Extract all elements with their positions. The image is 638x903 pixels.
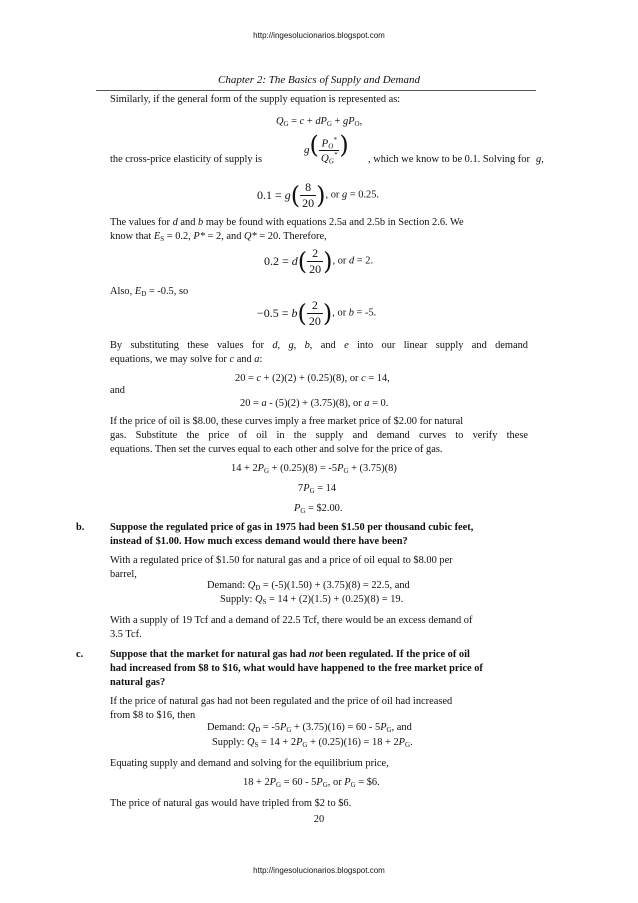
source-url-bottom[interactable]: http://ingesolucionarios.blogspot.com — [253, 866, 385, 875]
fraction-numerator: 8 — [300, 180, 316, 196]
text-line: The price of natural gas would have tripled from $2 to $6. — [110, 798, 352, 809]
text-line: By substituting these values for d, g, b, and e into our linear supply and demand — [110, 340, 528, 351]
fraction-numerator: 2 — [307, 298, 323, 314]
part-c-question: had increased from $8 to $16, what would have happened to the free market price of — [110, 663, 483, 674]
equation-c: 20 = c + (2)(2) + (0.25)(8), or c = 14, — [235, 373, 390, 384]
equation-supply-general: $Q_G = c + dP_G + gP_O$, — [276, 116, 363, 128]
equation-set-equal: $14 + 2P_G + (0.25)(8) = -5P_G + (3.75)(8)$ — [231, 463, 397, 475]
text-line: The values for d and b may be found with equations 2.5a and 2.5b in Section 2.6. We — [110, 217, 464, 228]
text-line: If the price of natural gas had not been regulated and the price of oil had increased — [110, 696, 453, 707]
part-b-question: instead of $1.00. How much excess demand would there have been? — [110, 536, 408, 547]
text-line: g, — [536, 154, 544, 165]
text-line: barrel, — [110, 569, 137, 580]
text-line: , which we know to be 0.1. Solving for — [368, 154, 530, 165]
text-line: equations, we may solve for c and a: — [110, 354, 263, 365]
source-url-top[interactable]: http://ingesolucionarios.blogspot.com — [253, 31, 385, 40]
text-line: know that $E_S = 0.2$, P* = 2, and Q* = 20. Therefore, — [110, 231, 327, 243]
fraction-denominator: 20 — [309, 262, 322, 276]
text-line: and — [110, 385, 126, 396]
part-c-question: natural gas? — [110, 677, 166, 688]
fraction-denominator: 20 — [302, 196, 315, 210]
equation-pg: $P_G$ = $2.00. — [294, 503, 343, 515]
fraction-numerator: 2 — [307, 246, 323, 262]
equation-b: −0.5 = b( $\frac{2}{20}$ ), or b = -5. — [257, 298, 377, 328]
equation-equilibrium-c: $18 + 2P_G = 60 - 5P_G$, or $P_G$ = $6. — [243, 777, 380, 789]
part-c-question: Suppose that the market for natural gas had not been regulated. If the price of oil — [110, 649, 470, 660]
text-line: equations. Then set the curves equal to each other and solve for the price of gas. — [110, 444, 443, 455]
equation-g: 0.1 = g( $\frac{8}{20}$ ), or g = 0.25. — [257, 180, 380, 210]
page-number: 20 — [313, 814, 325, 825]
text-line: Also, $E_D = -0.5$, so — [110, 286, 189, 298]
chapter-header: Chapter 2: The Basics of Supply and Demand — [218, 74, 420, 86]
text-line: from $8 to $16, then — [110, 710, 196, 721]
equation-d: 0.2 = d( $\frac{2}{20}$ ), or d = 2. — [264, 246, 374, 276]
text-line: If the price of oil is $8.00, these curves imply a free market price of $2.00 for natural — [110, 416, 464, 427]
equation-demand-b: Demand: $Q_D = (-5)(1.50) + (3.75)(8) = 22.5$, and — [207, 580, 410, 592]
fraction-denominator: 20 — [308, 314, 321, 328]
part-c-label: c. — [76, 649, 84, 660]
equation-7pg: $7P_G = 14$ — [298, 483, 337, 495]
text-line: With a supply of 19 Tcf and a demand of 22.5 Tcf, there would be an excess demand of — [110, 615, 473, 626]
header-rule — [96, 90, 536, 91]
part-b-question: Suppose the regulated price of gas in 1975 had been $1.50 per thousand cubic feet, — [110, 522, 474, 533]
equation-demand-c: Demand: $Q_D = -5P_G + (3.75)(16) = 60 - 5P_G$, and — [207, 722, 412, 734]
text-line: gas. Substitute the price of oil in the supply and demand curves to verify these — [110, 430, 528, 441]
text-line: Equating supply and demand and solving for the equilibrium price, — [110, 758, 389, 769]
text-line: With a regulated price of $1.50 for natural gas and a price of oil equal to $8.00 per — [110, 555, 453, 566]
equation-a: 20 = a - (5)(2) + (3.75)(8), or a = 0. — [240, 398, 389, 409]
text-line: Similarly, if the general form of the supply equation is represented as: — [110, 94, 401, 105]
text-line: the cross-price elasticity of supply is — [110, 154, 263, 165]
part-b-label: b. — [76, 522, 85, 533]
text-line: 3.5 Tcf. — [110, 629, 142, 640]
equation-supply-b: Supply: $Q_S = 14 + (2)(1.5) + (0.25)(8) = 19$. — [220, 594, 404, 606]
equation-elasticity-fraction: g( $\frac{P_O^*}{Q_G^*}$ ) — [304, 131, 349, 166]
equation-supply-c: Supply: $Q_S = 14 + 2P_G + (0.25)(16) = 18 + 2P_G$. — [212, 737, 413, 749]
